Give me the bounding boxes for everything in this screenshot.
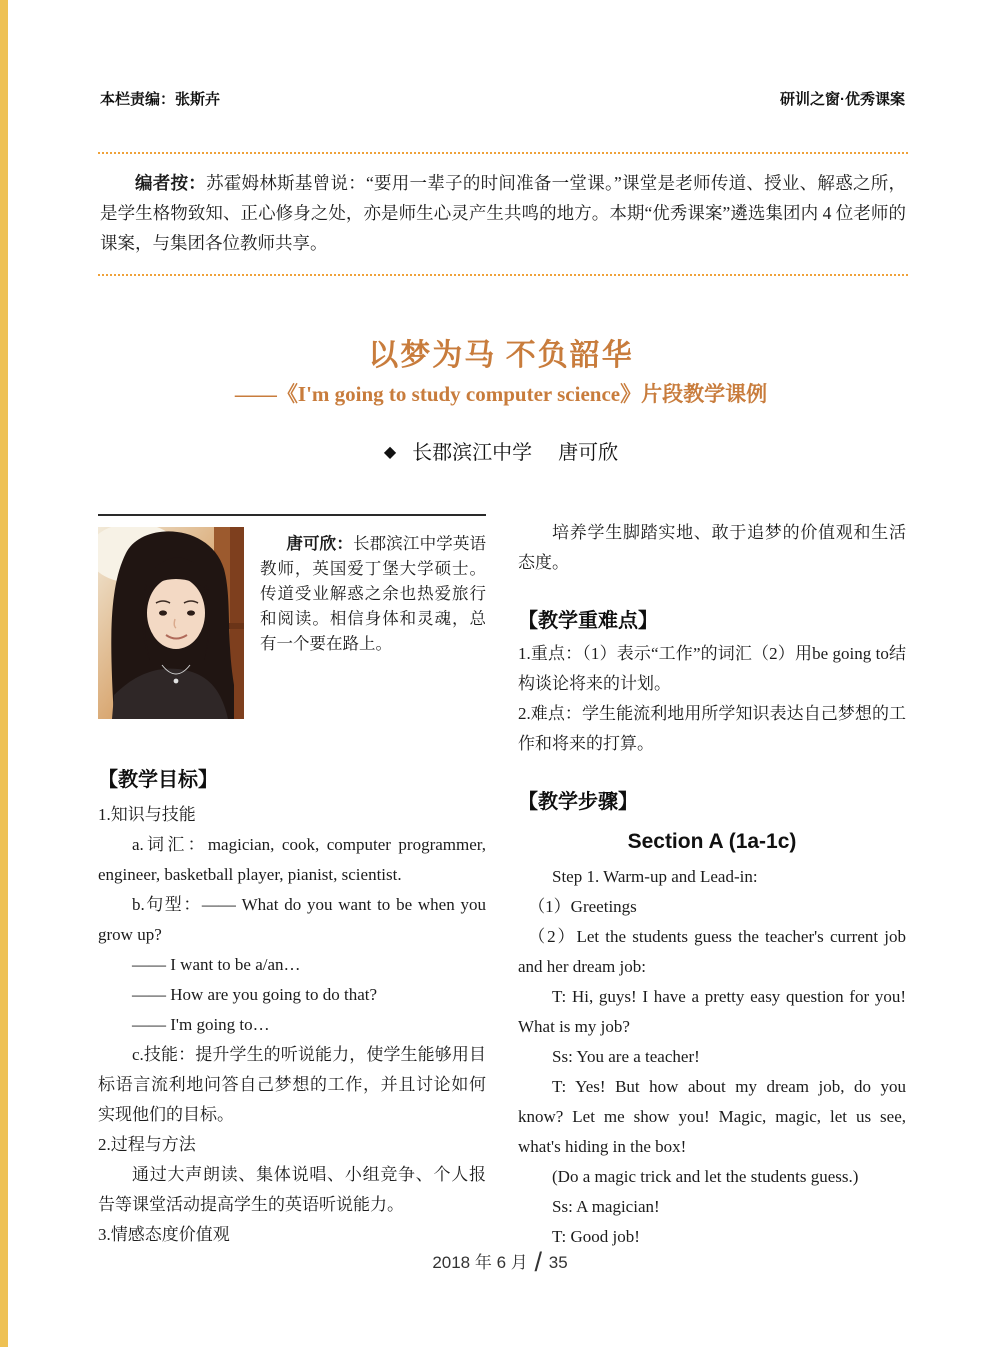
diamond-icon: ◆	[383, 444, 397, 461]
bio-body: 长郡滨江中学英语教师，英国爱丁堡大学硕士。传道受业解惑之余也热爱旅行和阅读。相信身体和灵魂，总有一个要在路上。	[260, 534, 487, 653]
heading-teaching-steps: 【教学步骤】	[518, 791, 638, 813]
values-paragraph: 培养学生脚踏实地、敢于追梦的价值观和生活态度。	[518, 523, 906, 572]
editor-note-box	[98, 152, 908, 276]
page-header	[100, 88, 905, 109]
dialogue-line: （1）Greetings	[528, 897, 637, 916]
author-line	[98, 436, 904, 465]
page-edge-accent-bar	[0, 0, 8, 1347]
objective-paragraph: a.词汇：magician, cook, computer programmer, engineer, basketball player, pianist, scientist.	[98, 835, 486, 884]
left-column	[98, 514, 486, 1250]
objective-paragraph: —— I'm going to…	[132, 1015, 270, 1034]
objective-paragraph: 3.情感态度价值观	[98, 1225, 230, 1244]
key-point-paragraph: 2.难点：学生能流利地用所学知识表达自己梦想的工作和将来的打算。	[518, 704, 906, 753]
footer-slash: /	[534, 1247, 543, 1277]
dialogue-line: Ss: A magician!	[552, 1197, 660, 1216]
page-footer	[0, 1247, 1000, 1278]
dialogue-line: Step 1. Warm-up and Lead-in:	[552, 867, 758, 886]
objective-paragraph: 2.过程与方法	[98, 1135, 196, 1154]
heading-key-difficult-points: 【教学重难点】	[518, 610, 658, 632]
bio-name-label: 唐可欣：	[286, 534, 353, 553]
article-title: 以梦为马 不负韶华	[368, 339, 634, 372]
objective-paragraph: 通过大声朗读、集体说唱、小组竞争、个人报告等课堂活动提高学生的英语听说能力。	[98, 1165, 486, 1214]
editor-note-body: 苏霍姆林斯基曾说：“要用一辈子的时间准备一堂课。”课堂是老师传道、授业、解惑之所，是学生格物致知、正心修身之处，亦是师生心灵产生共鸣的地方。本期“优秀课案”遴选集团内 4 位老师的课案，与集团各位教师共享。	[100, 173, 906, 253]
heading-teaching-objectives: 【教学目标】	[98, 769, 218, 791]
dialogue-line: Ss: You are a teacher!	[552, 1047, 700, 1066]
dialogue-line: T: Hi, guys! I have a pretty easy question for you! What is my job?	[518, 987, 906, 1036]
author-bio-block	[98, 527, 486, 719]
objectives-list	[98, 800, 486, 1250]
objective-paragraph: —— How are you going to do that?	[132, 985, 378, 1004]
editor-note-text	[100, 168, 906, 258]
right-column	[518, 508, 906, 1252]
issue-date: 2018 年 6 月	[432, 1253, 528, 1272]
bio-text	[260, 531, 486, 719]
dialogue-line: （2）Let the students guess the teacher's current job and her dream job:	[518, 927, 906, 976]
portrait-illustration	[98, 527, 244, 719]
objective-paragraph: —— I want to be a/an…	[132, 955, 301, 974]
objective-paragraph: c.技能：提升学生的听说能力，使学生能够用目标语言流利地问答自己梦想的工作，并且讨论如何实现他们的目标。	[98, 1045, 486, 1124]
section-a-title: Section A (1a-1c)	[627, 830, 797, 853]
section-label: 研训之窗·优秀课案	[780, 91, 905, 108]
objective-paragraph: 1.知识与技能	[98, 805, 196, 824]
editor-note-label: 编者按：	[135, 173, 207, 193]
author-school: 长郡滨江中学	[412, 442, 533, 464]
objective-paragraph: b.句型：—— What do you want to be when you grow up?	[98, 895, 486, 944]
page-number: 35	[548, 1253, 568, 1272]
column-editor-label: 本栏责编：张斯卉	[100, 91, 221, 108]
teacher-portrait-photo	[98, 527, 244, 719]
key-points-list	[518, 639, 906, 759]
article-subtitle: ——《I'm going to study computer science》片段教学课例	[234, 382, 768, 406]
dialogue-line: (Do a magic trick and let the students guess.)	[552, 1167, 859, 1186]
dialogue-list	[518, 862, 906, 1252]
author-name: 唐可欣	[558, 442, 619, 464]
key-point-paragraph: 1.重点：（1）表示“工作”的词汇（2）用be going to结构谈论将来的计划。	[518, 644, 906, 693]
dialogue-line: T: Yes! But how about my dream job, do you know? Let me show you! Magic, magic, let us see, what's hiding in the box!	[518, 1077, 906, 1156]
dialogue-line: T: Good job!	[552, 1227, 640, 1246]
